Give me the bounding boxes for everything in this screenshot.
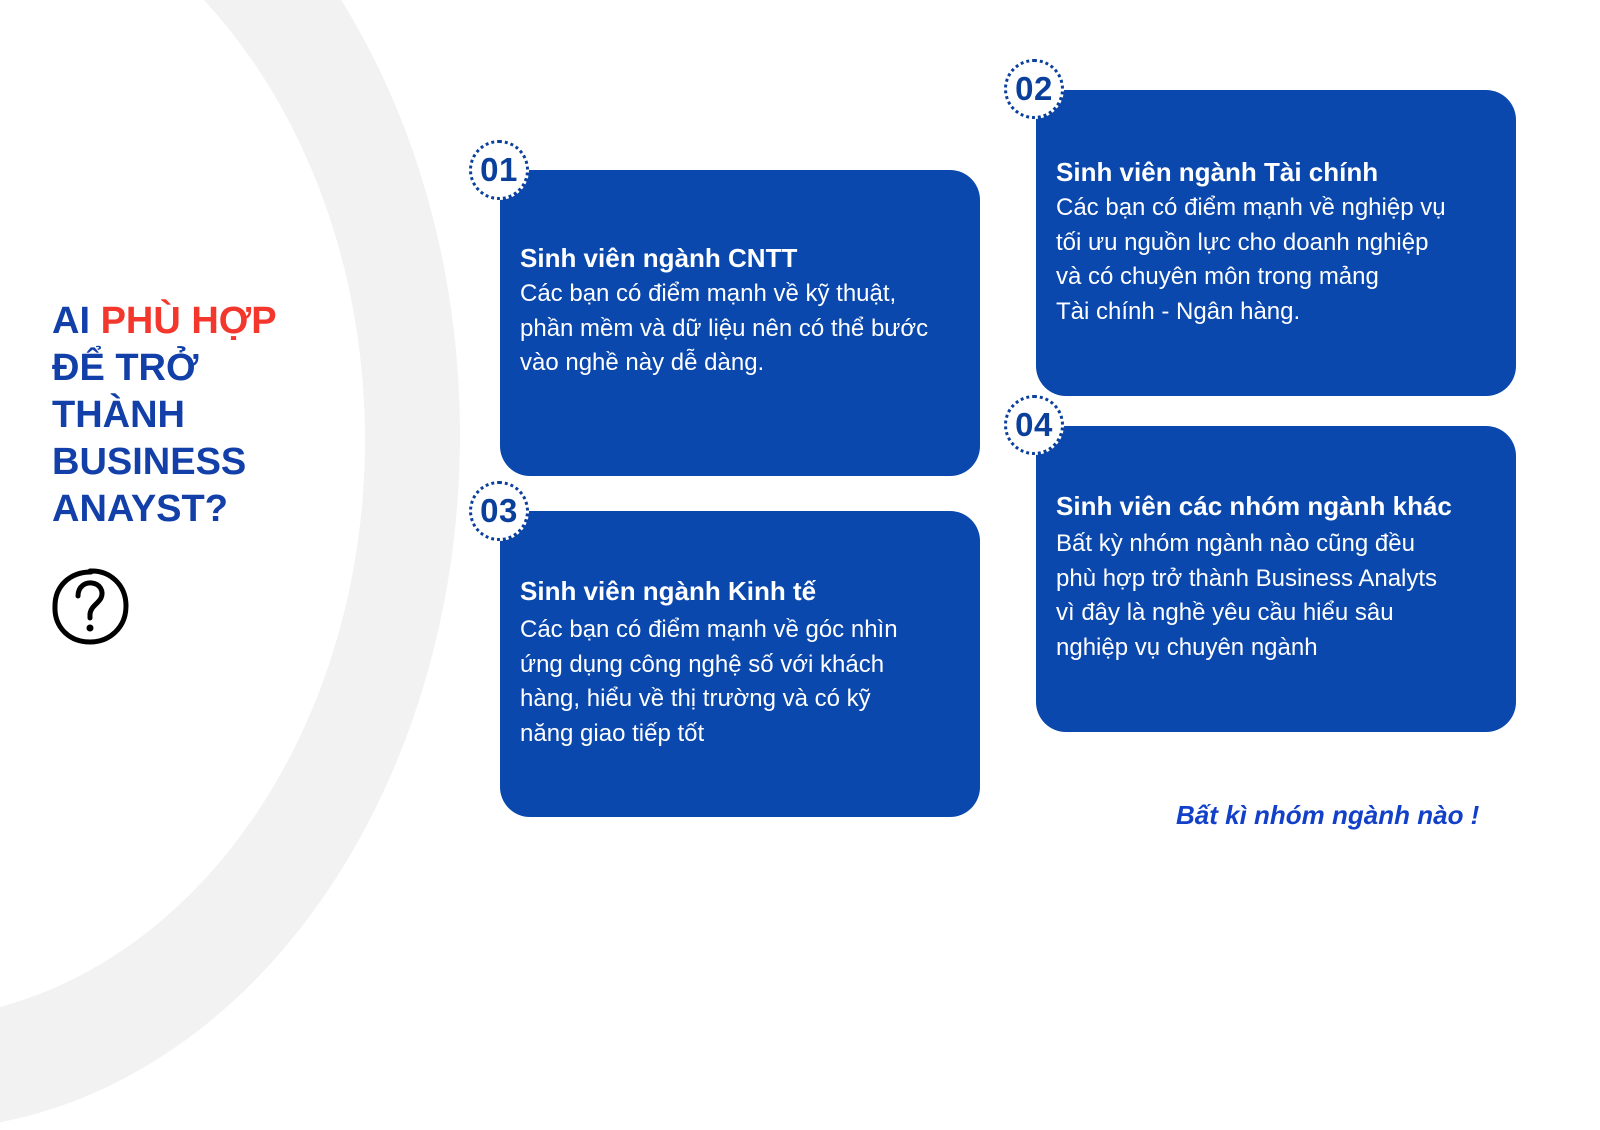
footer-note: Bất kì nhóm ngành nào ! [1176, 800, 1480, 830]
title-prefix: AI [52, 300, 90, 342]
card-other-students [1036, 426, 1516, 732]
title-line-1 [52, 298, 352, 345]
title-accent: PHÙ HỢP [100, 300, 277, 342]
card-finance-students [1036, 90, 1516, 396]
card-number-badge: 04 [1004, 395, 1064, 455]
card-text: Các bạn có điểm mạnh về kỹ thuật, phần mềm và dữ liệu nên có thể bước vào nghề này dễ dàng. [520, 280, 929, 376]
card-economics-students [500, 511, 980, 817]
question-mark-circle-icon [50, 566, 130, 646]
card-text: Bất kỳ nhóm ngành nào cũng đều phù hợp trở thành Business Analyts vì đây là nghề yêu cầu hiểu sâu nghiệp vụ chuyên ngành [1056, 530, 1438, 661]
card-title: Sinh viên ngành Kinh tế [520, 576, 817, 606]
card-title: Sinh viên ngành CNTT [520, 243, 798, 273]
card-it-students [500, 170, 980, 476]
card-number-badge: 02 [1004, 59, 1064, 119]
title-line-4: BUSINESS [52, 441, 247, 483]
page-title [52, 298, 352, 533]
title-line-3: THÀNH [52, 394, 185, 436]
card-title: Sinh viên các nhóm ngành khác [1056, 491, 1452, 521]
card-number-badge: 01 [469, 140, 529, 200]
card-number-badge: 03 [469, 481, 529, 541]
title-line-5: ANAYST? [52, 488, 228, 530]
card-text: Các bạn có điểm mạnh về góc nhìn ứng dụng công nghệ số với khách hàng, hiểu về thị trường và có kỹ năng giao tiếp tốt [520, 616, 898, 747]
card-text: Các bạn có điểm mạnh về nghiệp vụ tối ưu nguồn lực cho doanh nghiệp và có chuyên môn trong mảng Tài chính - Ngân hàng. [1056, 194, 1446, 325]
card-title: Sinh viên ngành Tài chính [1056, 157, 1379, 187]
title-line-2: ĐỂ TRỞ [52, 347, 199, 389]
